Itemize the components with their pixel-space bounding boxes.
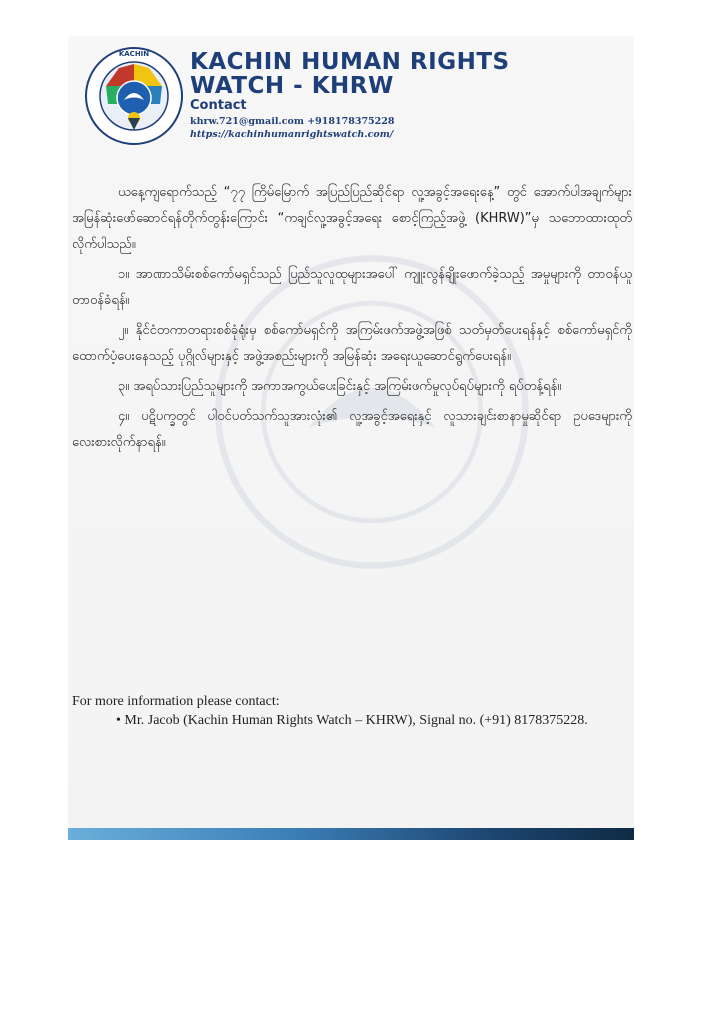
contact-email-phone: khrw.721@gmail.com +918178375228 <box>190 116 395 127</box>
statement-body <box>72 180 632 460</box>
demand-item-1: ၁။ အာဏာသိမ်းစစ်ကော်မရှင်သည် ပြည်သူလူထုများအပေါ် ကျူးလွန်ချိုးဖောက်ခဲ့သည့် အမှုများကို တာဝန်ယူ တာဝန်ခံရန်။ <box>72 267 632 308</box>
footer-gradient-bar <box>68 828 634 840</box>
demand-item-2: ၂။ နိုင်ငံတကာတရားစစ်ခုံရုံးမှ စစ်ကော်မရှင်ကို အကြမ်းဖက်အဖွဲ့အဖြစ် သတ်မှတ်ပေးရန်နှင့် စစ်ကော်မရှင်ကို ထောက်ပံ့ပေးနေသည့် ပုဂ္ဂိုလ်များနှင့် အဖွဲ့အစည်းများကို အမြန်ဆုံး အရေးယူဆောင်ရွက်ပေးရန်။ <box>72 323 632 364</box>
khrw-logo-icon <box>84 46 184 146</box>
contact-label: Contact <box>190 98 247 113</box>
org-title-line-1: KACHIN HUMAN RIGHTS <box>190 49 510 75</box>
demand-item-4: ၄။ ပဋိပက္ခတွင် ပါဝင်ပတ်သက်သူအားလုံး၏ လူ့အခွင့်အရေးနှင့် လူသားချင်းစာနာမှုဆိုင်ရာ ဥပဒေများကို လေးစားလိုက်နာရန်။ <box>72 409 632 450</box>
website-link[interactable]: https://kachinhumanrightswatch.com/ <box>190 129 394 140</box>
contact-section <box>72 692 634 730</box>
intro-paragraph: ယနေ့ကျရောက်သည့် “၇၇ ကြိမ်မြောက် အပြည်ပြည်ဆိုင်ရာ လူ့အခွင့်အရေးနေ့” တွင် အောက်ပါအချက်များ အမြန်ဆုံးဖော်ဆောင်ရန်တိုက်တွန်းကြောင်း “ကချင်လူ့အခွင့်အရေး စောင့်ကြည့်အဖွဲ့ (KHRW)”မှ သဘောထားထုတ်လိုက်ပါသည်။ <box>72 185 632 252</box>
organization-title <box>190 50 570 98</box>
svg-text:KACHIN: KACHIN <box>118 50 150 58</box>
letterhead <box>84 46 564 146</box>
contact-intro: For more information please contact: <box>72 694 280 709</box>
demand-item-3: ၃။ အရပ်သားပြည်သူများကို အကာအကွယ်ပေးခြင်းနှင့် အကြမ်းဖက်မှုလုပ်ရပ်များကို ရပ်တန့်ရန်။ <box>118 379 562 394</box>
org-title-line-2: WATCH - KHRW <box>190 73 394 99</box>
contact-person: • Mr. Jacob (Kachin Human Rights Watch – KHRW), Signal no. (+91) 8178375228. <box>116 713 588 728</box>
